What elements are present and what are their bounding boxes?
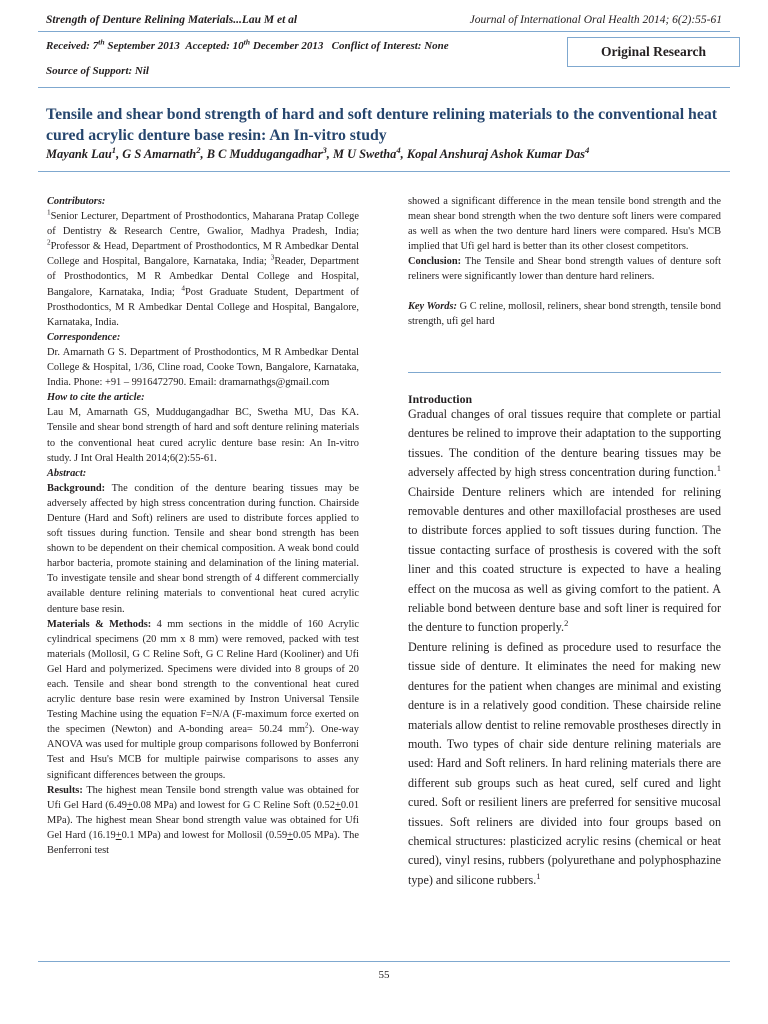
abstract-rule xyxy=(408,372,721,373)
introduction-body xyxy=(408,405,721,890)
cite-text: Lau M, Amarnath GS, Muddugangadhar BC, Swetha MU, Das KA. Tensile and shear bond strength of hard and soft denture relining materials to the conventional heat cured acrylic denture base resin: An In-vitro study. J Int Oral Health 2014;6(2):55-61. xyxy=(47,407,359,464)
right-column-abstract xyxy=(408,194,721,329)
abstract-methods: Materials & Methods: 4 mm sections in the middle of 160 Acrylic cylindrical specimens (20 mm x 8 mm) were removed, packed with test materials (Mollosil, G C Reline Soft, G C Reline Hard (Kooliner) and Ufi Gel Hard and polymerized. Specimens were divided into 8 groups of 20 each. Tensile and shear bond strength to the conventional heat cured acrylic denture base resin were examined by Instron Universal Tensile Testing Machine using the equation F=N/A (F-maximum force exerted on the specimen (Newton) and A-bonding area= 50.24 $mm^2$). One-way ANOVA was used for multiple group comparisons followed by Bonferroni Test and Hsu's MCB for multiple pairwise comparisons to asses any significant differences between the groups. xyxy=(47,618,359,781)
correspondence-text: Dr. Amarnath G S. Department of Prosthodontics, M R Ambedkar Dental College & Hospital, 1/36, Cline road, Cooke Town, Bangalore, Karnataka, India. Phone: +91 – 9916472790. Email: dramarnathgs@gmail.com xyxy=(47,346,359,389)
received-accepted-line: Received: 7th September 2013 Accepted: 10th December 2013 Conflict of Interest: None xyxy=(46,37,449,52)
source-of-support: Source of Support: Nil xyxy=(46,65,149,77)
author: B C Muddugangadhar xyxy=(206,147,323,161)
abstract-conclusion: Conclusion: The Tensile and Shear bond strength values of denture soft reliners were significantly lower than denture hard reliners. xyxy=(408,256,721,283)
author: G S Amarnath xyxy=(122,147,197,161)
introduction-heading: Introduction xyxy=(408,392,473,406)
page-number: 55 xyxy=(378,969,390,981)
article-title: Tensile and shear bond strength of hard and soft denture relining materials to the conventional heat cured acrylic denture base resin: An In-vitro study xyxy=(46,106,717,144)
left-column xyxy=(47,194,359,858)
correspondence-label: Correspondence: xyxy=(47,331,121,343)
author: M U Swetha xyxy=(332,147,397,161)
abstract-results: Results: The highest mean Tensile bond strength value was obtained for Ufi Gel Hard (6.49+0.08 MPa) and lowest for G C Reline Soft (0.52+0.01 MPa). The highest mean Shear bond strength value was obtained for Ufi Gel Hard (16.19+0.1 MPa) and lowest for Mollosil (0.59+0.05 MPa). The Benferroni test xyxy=(47,784,360,857)
author: Kopal Anshuraj Ashok Kumar Das xyxy=(406,147,585,161)
author: Mayank Lau xyxy=(46,147,112,161)
contributors-text: $^1$Senior Lecturer, Department of Prosthodontics, Maharana Pratap College of Dentistry & Research Centre, Gwalior, Madhya Pradesh, India; $^2$Professor & Head, Department of Prosthodontics, M R Ambedkar Dental College and Hospital, Bangalore, Karnataka, India; $^3$Reader, Department of Prosthodontics, M R Ambedkar Dental College and Hospital, Bangalore, Karnataka, India; $^4$Post Graduate Student, Department of Prosthodontics, M R Ambedkar Dental College and Hospital, Bangalore, Karnataka, India. xyxy=(47,208,359,328)
cite-label: How to cite the article: xyxy=(47,392,145,404)
intro-paragraph-1: Gradual changes of oral tissues require that complete or partial dentures be relined to improve their adaptation to the supporting tissues. The condition of the denture bearing tissues may be adversely affected by high stress concentration during function.$^1$ Chairside Denture reliners which are intended for relining removable dentures and other maxillofacial prostheses are used to distribute forces applied to soft tissues during function. The tissue contacting surface of prosthesis is covered with the soft liner and this coated structure is expected to have a healing effect on the mucosa as well as giving comfort to the patient. A reliable bond between denture base and soft liner is required for the denture to function properly.$^2$ xyxy=(408,407,721,635)
abstract-label: Abstract: xyxy=(47,467,87,479)
running-title: Strength of Denture Relining Materials...Lau M et al xyxy=(46,14,298,26)
abstract-background: Background: The condition of the denture bearing tissues may be adversely affected by high stress concentration during function. Chairside Denture (Hard and Soft) reliners are used to distribute forces applied to soft tissues during function. Tensile and shear bond strength has been shown to be dependent on their chemical composition. A weak bond could harbor bacteria, promote staining and delamination of the lining material. To investigate tensile and shear bond strength of 4 different commercially available denture relining materials to conventional heat cured acrylic denture base resin. xyxy=(47,482,359,615)
footer-rule xyxy=(38,961,730,962)
author-list: Mayank Lau$^1$, G S Amarnath$^2$, B C Muddugangadhar$^3$, M U Swetha$^4$, Kopal Anshuraj Ashok Kumar Das$^4$ xyxy=(46,144,590,161)
title-rule xyxy=(38,171,730,172)
journal-citation: Journal of International Oral Health 2014; 6(2):55-61 xyxy=(469,14,722,26)
contributors-label: Contributors: xyxy=(47,196,106,207)
intro-paragraph-2: Denture relining is defined as procedure used to resurface the tissue side of denture. It eliminates the need for making new dentures for the patient when changes are minimal and existing denture is in a relatively good condition. These chairside reline materials allow dentist to reline removable prostheses directly in mouth. Two types of chair side denture relining materials are used: Hard and Soft reliners. In hard relining materials there are different sub groups such as heat cured, self cured and light cured. Soft or resilient liners are preferred for sensitive mucosal tissues. Soft reliners are divided into four groups based on chemical structures: plasticized acrylic resins (chemical or heat cured), vinyl resins, rubbers (polyurethane and polyphosphazine type) and silicone rubbers.$^1$ xyxy=(408,639,721,887)
article-type-badge: Original Research xyxy=(567,37,740,67)
meta-rule xyxy=(38,87,730,88)
keywords: Key Words: G C reline, mollosil, reliners, shear bond strength, tensile bond strength, ufi gel hard xyxy=(408,300,721,327)
abstract-results-cont: showed a significant difference in the mean tensile bond strength and the mean shear bond strength when the two denture soft liners were compared as well as when the two denture hard liners were compared. Hsu's MCB implied that Ufi gel hard is better than its other closest competitors. xyxy=(408,196,721,253)
conflict-of-interest: Conflict of Interest: None xyxy=(331,40,449,52)
header-rule xyxy=(38,31,730,32)
